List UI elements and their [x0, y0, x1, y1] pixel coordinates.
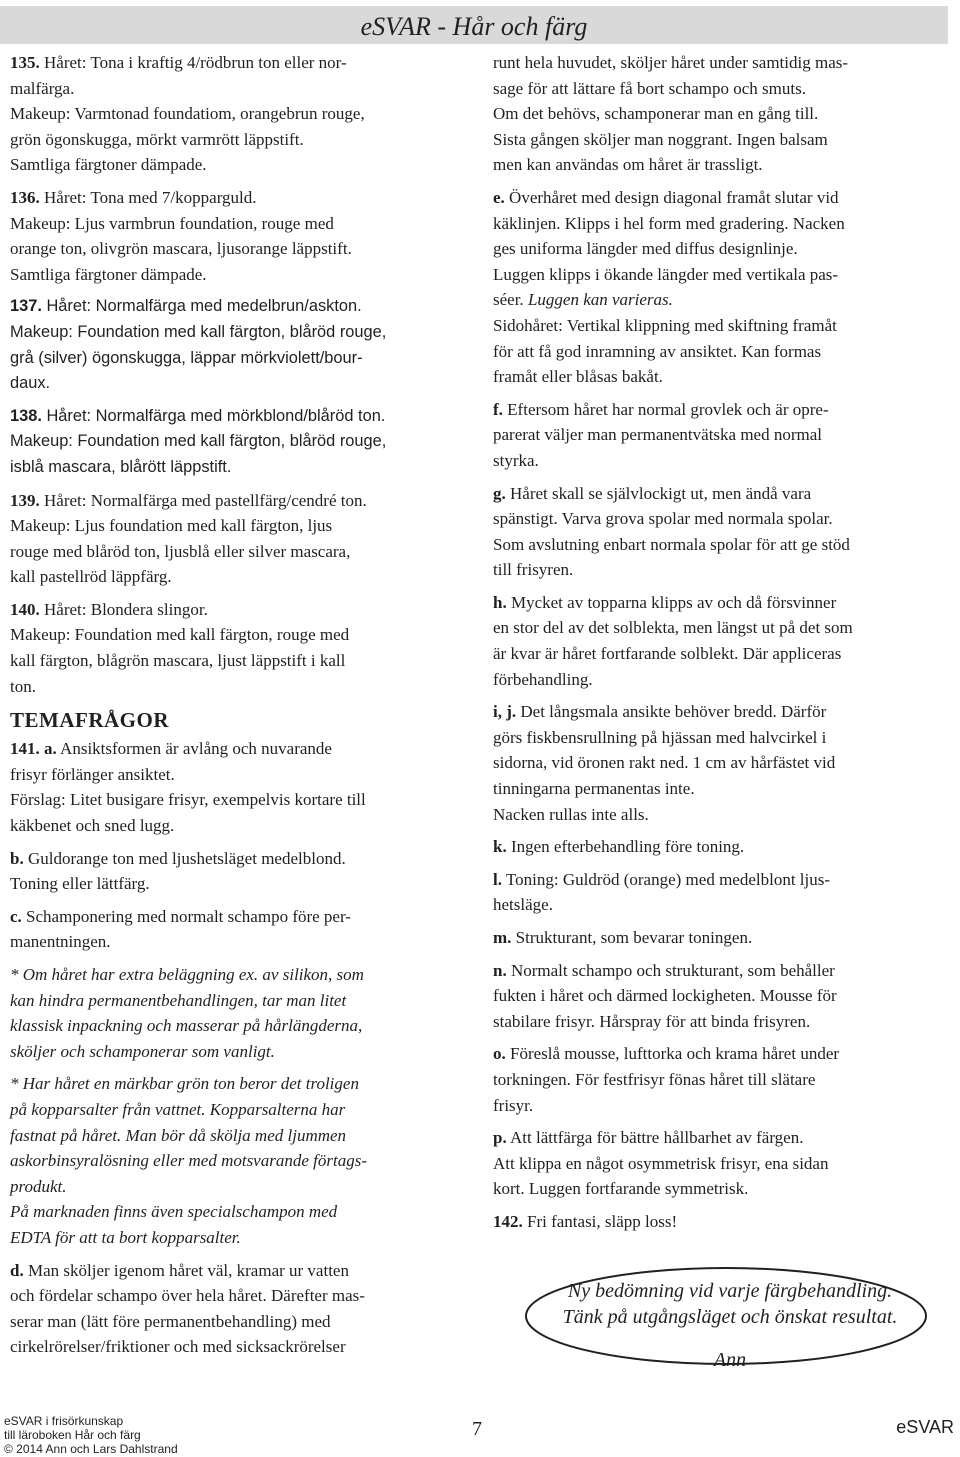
answer-142: 142. Fri fantasi, släpp loss! [493, 1211, 678, 1231]
answer-141p: p. Att lättfärga för bättre hållbarhet av färgen. Att klippa en något osymmetrisk frisyr, ena sidan kort. Luggen fortfarande symmetrisk. [493, 1128, 829, 1199]
left-column [10, 50, 475, 1367]
answer-140: 140. Håret: Blondera slingor. Makeup: Foundation med kall färgton, rouge med kall färgton, blågrön mascara, ljust läppstift i kall ton. [10, 599, 350, 696]
footer-credits: eSVAR i frisörkunskap till läroboken Hår och färg © 2014 Ann och Lars Dahlstrand [4, 1414, 178, 1456]
answer-141g: g. Håret skall se självlockigt ut, men ändå vara spänstigt. Varva grova spolar med normala spolar. Som avslutning enbart normala spolar för att ge stöd till frisyren. [493, 483, 850, 580]
answer-141b: b. Guldorange ton med ljushetsläget medelblond. Toning eller lättfärg. [10, 848, 346, 894]
answer-141l: l. Toning: Guldröd (orange) med medelblont ljus- hetsläge. [493, 869, 831, 915]
callout-line-1: Ny bedömning vid varje färgbehandling. [567, 1280, 893, 1302]
answer-141n: n. Normalt schampo och strukturant, som behåller fukten i håret och därmed lockigheten. Mousse för stabilare frisyr. Hårspray för att binda frisyren. [493, 960, 837, 1031]
answer-141ij: i, j. Det långsmala ansikte behöver bredd. Därför görs fiskbensrullning på hjässan med halvcirkel i sidorna, vid öronen rakt ned. 1 cm av hårfästet vid tinningarna permanentas inte. Nacken rullas inte alls. [493, 702, 836, 824]
note-silicone: * Om håret har extra beläggning ex. av silikon, som kan hindra permanentbehandlingen, tar man litet klassisk inpackning och masserar på hårlängderna, sköljer och schamponerar som vanligt. [10, 965, 364, 1061]
callout-line-2: Tänk på utgångsläget och önskat resultat. [562, 1306, 898, 1328]
section-heading: TEMAFRÅGOR [10, 708, 169, 733]
answer-135: 135. Håret: Tona i kraftig 4/rödbrun ton eller nor- malfärga. Makeup: Varmtonad foundatiom, orangebrun rouge, grön ögonskugga, mörkt varmrött läppstift. Samtliga färgtoner dämpade. [10, 53, 365, 175]
answer-136: 136. Håret: Tona med 7/kopparguld. Makeup: Ljus varmbrun foundation, rouge med orange ton, olivgrön mascara, ljusorange läppstift. Samtliga färgtoner dämpade. [10, 187, 352, 284]
answer-141k: k. Ingen efterbehandling före toning. [493, 837, 745, 857]
answer-141o: o. Föreslå mousse, lufttorka och krama håret under torkningen. För festfrisyr fönas håret till slätare frisyr. [493, 1044, 840, 1115]
page-title: eSVAR - Hår och färg [360, 12, 588, 41]
answer-137: 137. Håret: Normalfärga med medelbrun/askton. Makeup: Foundation med kall färgton, blåröd rouge, grå (silver) ögonskugga, läppar mörkviolett/bour- daux. [10, 297, 387, 393]
callout-signature: Ann [713, 1349, 747, 1371]
answer-138: 138. Håret: Normalfärga med mörkblond/blåröd ton. Makeup: Foundation med kall färgton, blåröd rouge, isblå mascara, blårött läppstift. [10, 406, 387, 476]
callout-note [520, 1264, 940, 1376]
right-column [493, 50, 948, 1242]
answer-141e: e. Överhåret med design diagonal framåt slutar vid käklinjen. Klipps i hel form med gradering. Nacken ges uniforma längder med diffus designlinje. Luggen klipps i ökande längder med vertikala pas- séer. Luggen kan varieras. Sidohåret: Vertikal klippning med skiftning framåt för att få god inramning av ansiktet. Kan formas framåt eller blåsas bakåt. [493, 187, 845, 387]
answer-139: 139. Håret: Normalfärga med pastellfärg/cendré ton. Makeup: Ljus foundation med kall färgton, ljus rouge med blåröd ton, ljusblå eller silver mascara, kall pastellröd läppfärg. [10, 490, 367, 587]
answer-141d: d. Man sköljer igenom håret väl, kramar ur vatten och fördelar schampo över hela håret. Därefter mas- serar man (lätt före permanentbehandling) med cirkelrörelser/friktioner och med sicksackrörelser [10, 1260, 365, 1357]
note-copper: * Har håret en märkbar grön ton beror det troligen på kopparsalter från vattnet. Kopparsalterna har fastnat på håret. Man bör då skölja med ljummen askorbinsyralösning eller med motsvarande förtags- produkt. På marknaden finns även specialschampon med EDTA för att ta bort kopparsalter. [10, 1074, 367, 1247]
answer-141d-continued: runt hela huvudet, sköljer håret under samtidig mas- sage för att lättare få bort schampo och smuts. Om det behövs, schamponerar man en gång till. Sista gången sköljer man noggrant. Ingen balsam men kan användas om håret är trassligt. [493, 53, 849, 175]
answer-141f: f. Eftersom håret har normal grovlek och är opre- parerat väljer man permanentvätska med normal styrka. [493, 399, 829, 470]
page-number: 7 [472, 1418, 482, 1440]
answer-141m: m. Strukturant, som bevarar toningen. [493, 928, 753, 947]
answer-141a: 141. a. Ansiktsformen är avlång och nuvarande frisyr förlänger ansiktet. Förslag: Litet busigare frisyr, exempelvis kortare till käkbenet och sned lugg. [10, 739, 366, 836]
answer-141c: c. Schamponering med normalt schampo före per- manentningen. [10, 906, 351, 952]
footer-brand: eSVAR [896, 1417, 954, 1437]
answer-141h: h. Mycket av topparna klipps av och då försvinner en stor del av det solblekta, men längst ut på det som är kvar är håret fortfarande solblekt. Där appliceras förbehandling. [493, 592, 853, 689]
